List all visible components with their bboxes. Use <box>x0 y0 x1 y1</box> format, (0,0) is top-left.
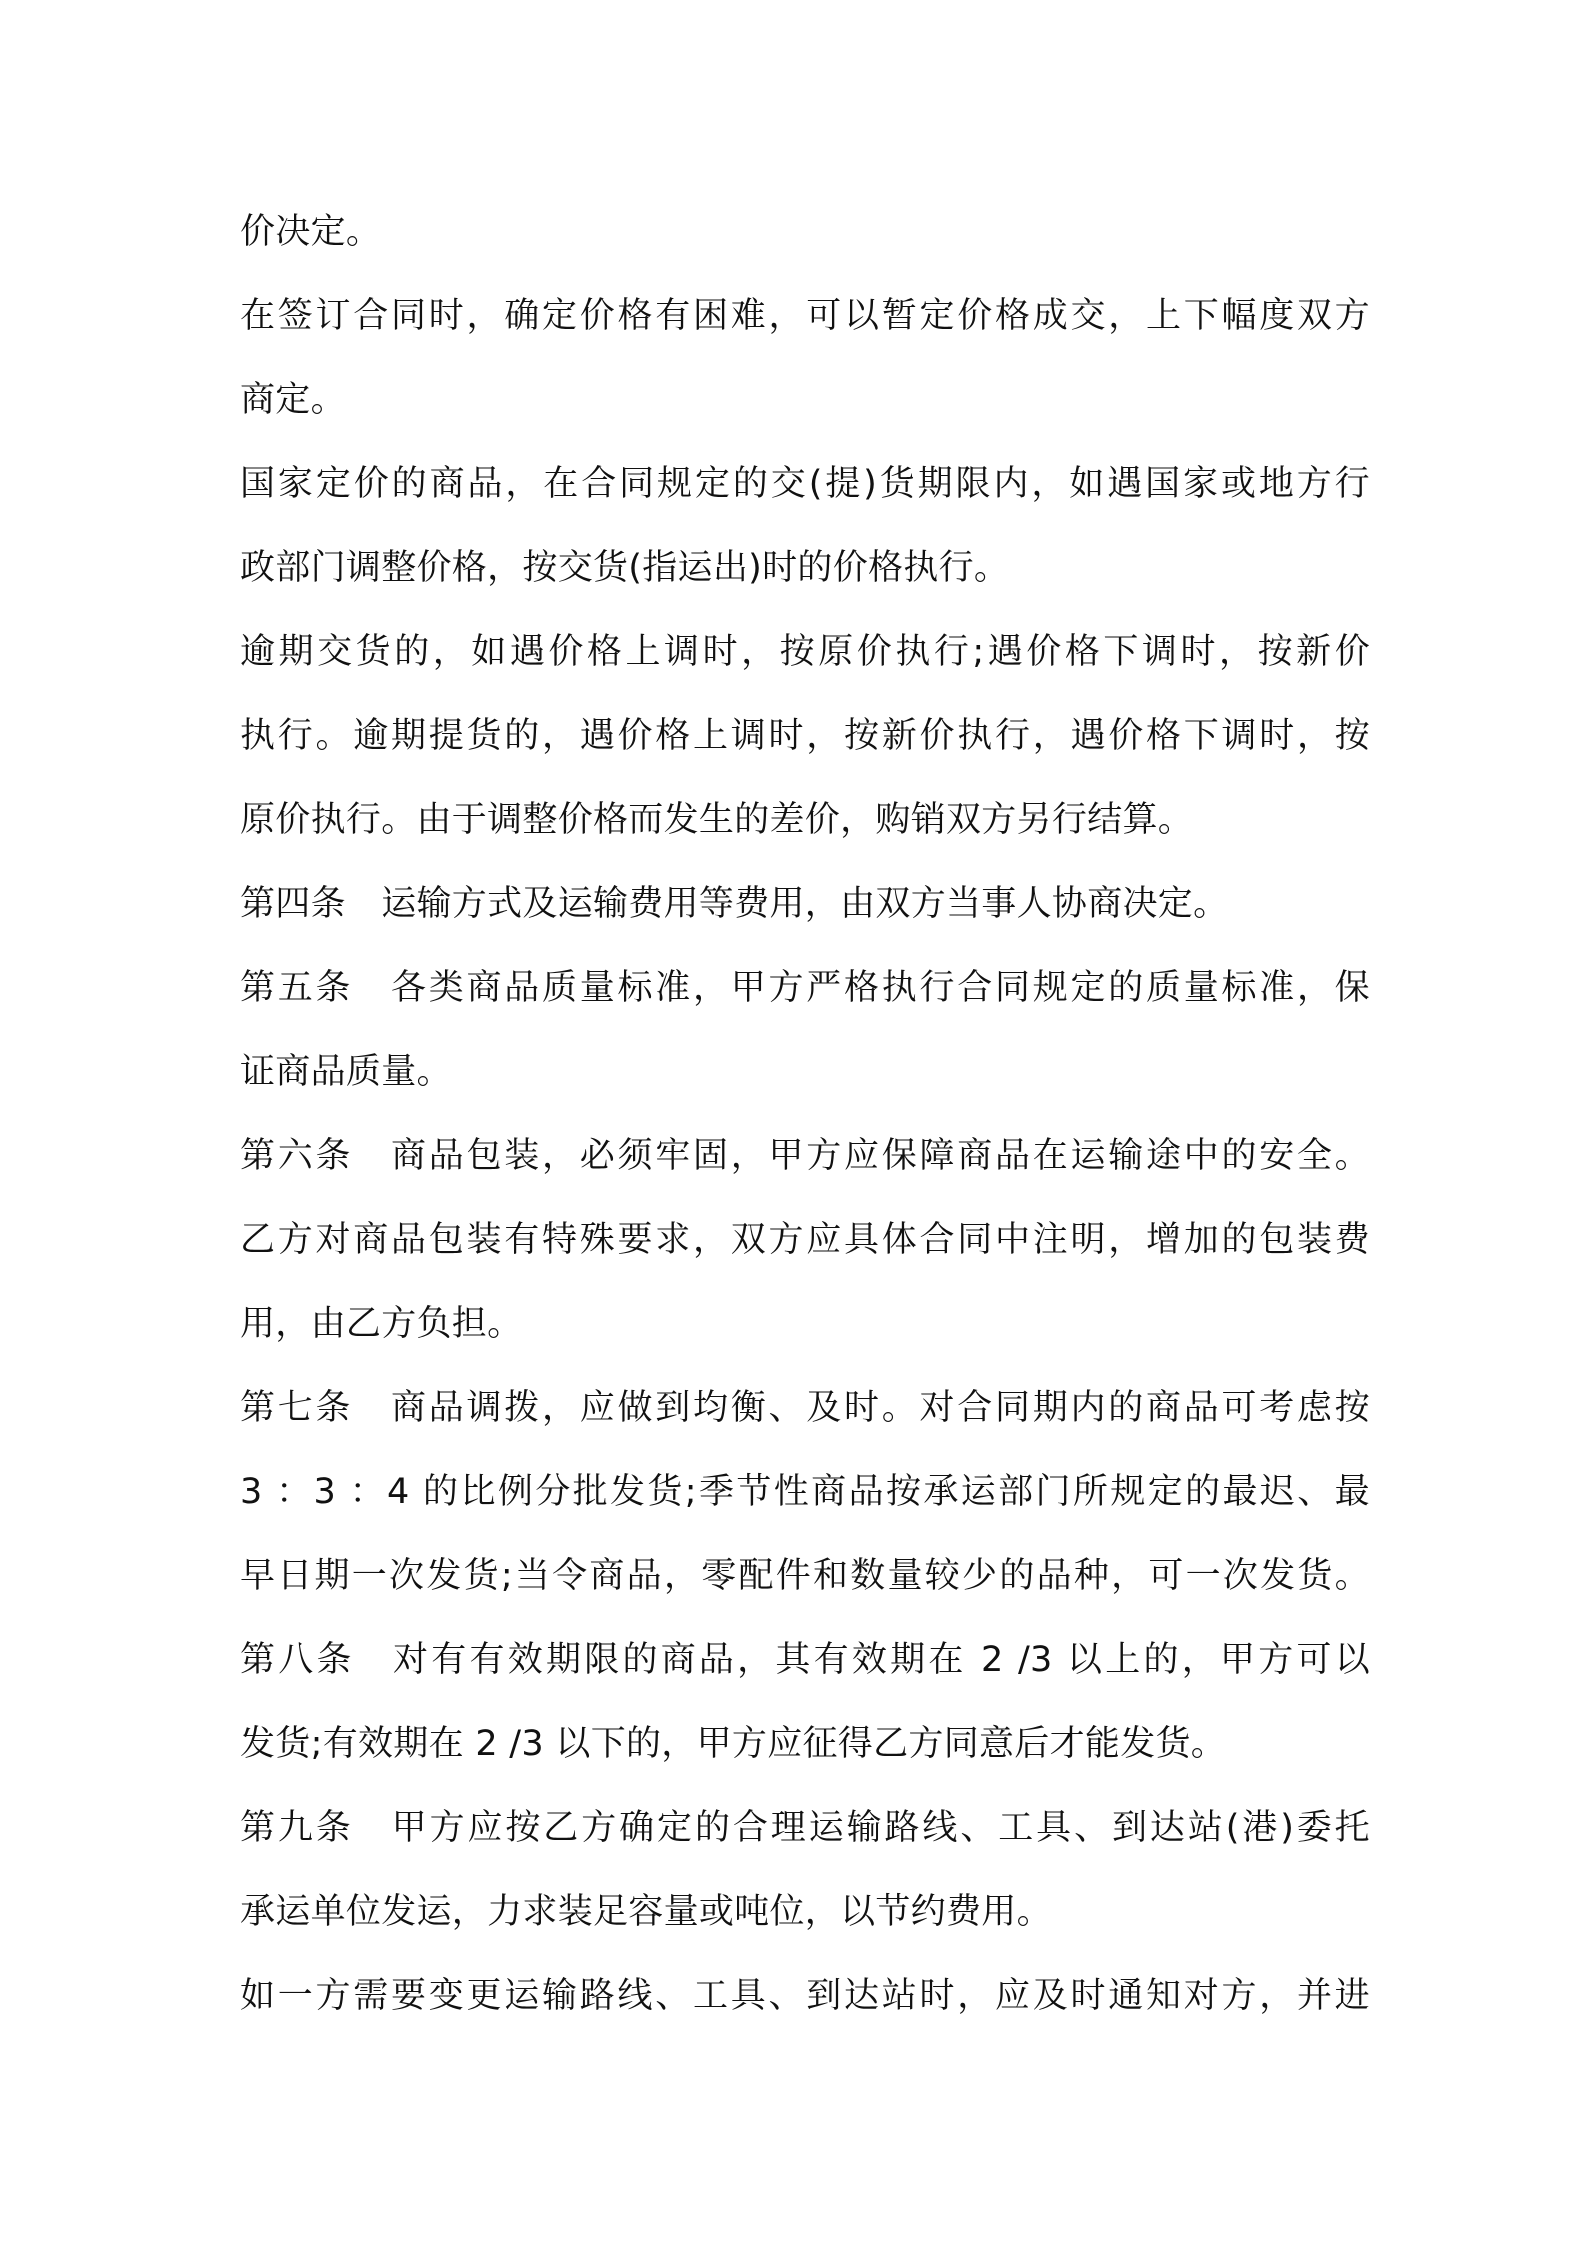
text-line: 3 ：3 ：4 的比例分批发货;季节性商品按承运部门所规定的最迟、最 <box>240 1472 1370 1512</box>
article-4-line: 第四条 运输方式及运输费用等费用，由双方当事人协商决定。 <box>240 884 1229 924</box>
document-body <box>240 190 1370 2038</box>
article-6-line: 第六条 商品包装，必须牢固，甲方应保障商品在运输途中的安全。 <box>240 1136 1370 1176</box>
text-line: 原价执行。由于调整价格而发生的差价，购销双方另行结算。 <box>240 800 1194 840</box>
text-line: 逾期交货的，如遇价格上调时，按原价执行;遇价格下调时，按新价 <box>240 632 1370 672</box>
article-7-line: 第七条 商品调拨，应做到均衡、及时。对合同期内的商品可考虑按 <box>240 1388 1370 1428</box>
text-line: 价决定。 <box>240 212 382 252</box>
text-line: 政部门调整价格，按交货(指运出)时的价格执行。 <box>240 548 1010 588</box>
article-9-line: 第九条 甲方应按乙方确定的合理运输路线、工具、到达站(港)委托 <box>240 1808 1370 1848</box>
text-line: 国家定价的商品，在合同规定的交(提)货期限内，如遇国家或地方行 <box>240 464 1370 504</box>
text-line: 在签订合同时，确定价格有困难，可以暂定价格成交，上下幅度双方 <box>240 296 1370 336</box>
text-line: 证商品质量。 <box>240 1052 452 1092</box>
article-5-line: 第五条 各类商品质量标准，甲方严格执行合同规定的质量标准，保 <box>240 968 1370 1008</box>
text-line: 承运单位发运，力求装足容量或吨位，以节约费用。 <box>240 1892 1052 1932</box>
text-line: 商定。 <box>240 380 346 420</box>
text-line: 用，由乙方负担。 <box>240 1304 523 1344</box>
article-8-line: 第八条 对有有效期限的商品，其有效期在 2 /3 以上的，甲方可以 <box>240 1640 1370 1680</box>
text-line: 乙方对商品包装有特殊要求，双方应具体合同中注明，增加的包装费 <box>240 1220 1370 1260</box>
text-line: 执行。逾期提货的，遇价格上调时，按新价执行，遇价格下调时，按 <box>240 716 1370 756</box>
text-line: 早日期一次发货;当令商品，零配件和数量较少的品种，可一次发货。 <box>240 1556 1370 1596</box>
text-line: 如一方需要变更运输路线、工具、到达站时，应及时通知对方，并进 <box>240 1976 1370 2016</box>
text-line: 发货;有效期在 2 /3 以下的，甲方应征得乙方同意后才能发货。 <box>240 1724 1227 1764</box>
